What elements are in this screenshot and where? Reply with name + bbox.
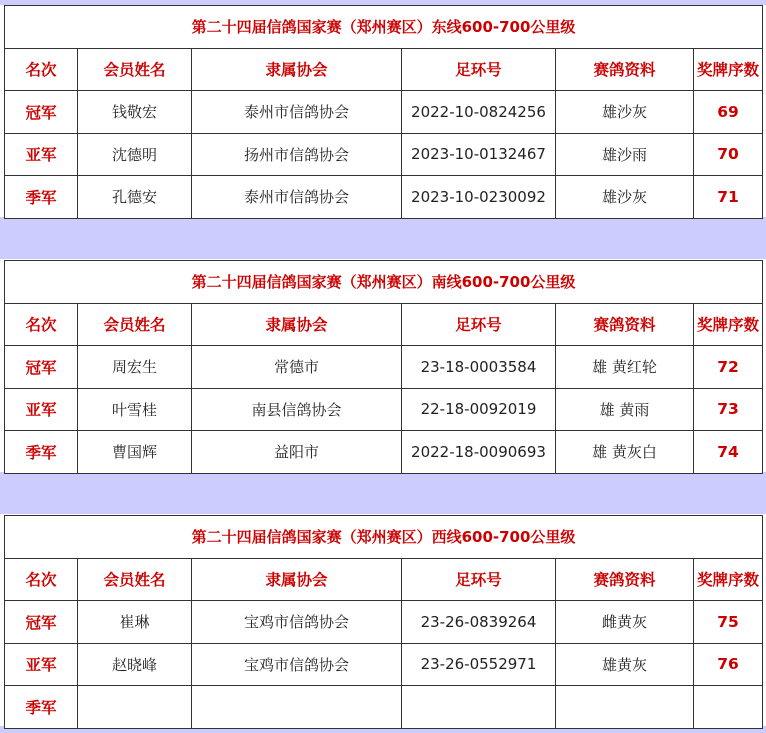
- header-rank: 名次: [5, 48, 78, 91]
- header-association: 隶属协会: [192, 303, 402, 346]
- pigeon-info-cell: 雌黄灰: [556, 601, 694, 644]
- member-name-cell: 赵晓峰: [78, 643, 192, 686]
- association-cell: 泰州市信鸽协会: [192, 176, 402, 219]
- section-title: 第二十四届信鸽国家赛（郑州赛区）南线600-700公里级: [5, 261, 763, 304]
- header-member-name: 会员姓名: [78, 48, 192, 91]
- section-title-row: [5, 261, 763, 304]
- member-name-cell: 曹国辉: [78, 431, 192, 474]
- medal-number-cell: 76: [694, 643, 763, 686]
- band-strip-2: [0, 472, 766, 514]
- header-row: [5, 303, 763, 346]
- rank-cell: 冠军: [5, 601, 78, 644]
- header-pigeon-info: 赛鸽资料: [556, 48, 694, 91]
- pigeon-info-cell: 雄黄灰: [556, 643, 694, 686]
- rank-cell: 冠军: [5, 91, 78, 134]
- member-name-cell: 叶雪桂: [78, 388, 192, 431]
- member-name-cell: 周宏生: [78, 346, 192, 389]
- medal-number-cell: 69: [694, 91, 763, 134]
- table-row: [5, 601, 763, 644]
- header-row: [5, 558, 763, 601]
- section-title-row: [5, 6, 763, 49]
- member-name-cell: 崔琳: [78, 601, 192, 644]
- rank-cell: 季军: [5, 686, 78, 729]
- header-medal-number: 奖牌序数: [694, 303, 763, 346]
- band-strip-1: [0, 217, 766, 259]
- pigeon-info-cell: 雄沙灰: [556, 91, 694, 134]
- member-name-cell: 沈德明: [78, 133, 192, 176]
- pigeon-info-cell: [556, 686, 694, 729]
- ring-number-cell: 2022-18-0090693: [402, 431, 556, 474]
- table-row: [5, 431, 763, 474]
- pigeon-info-cell: 雄 黄雨: [556, 388, 694, 431]
- medal-number-cell: 70: [694, 133, 763, 176]
- header-ring-number: 足环号: [402, 303, 556, 346]
- ring-number-cell: 23-18-0003584: [402, 346, 556, 389]
- pigeon-info-cell: 雄 黄灰白: [556, 431, 694, 474]
- medal-number-cell: 74: [694, 431, 763, 474]
- rank-cell: 季军: [5, 431, 78, 474]
- member-name-cell: [78, 686, 192, 729]
- section-title-row: [5, 516, 763, 559]
- table-row: [5, 388, 763, 431]
- rank-cell: 亚军: [5, 643, 78, 686]
- ring-number-cell: 2023-10-0132467: [402, 133, 556, 176]
- ring-number-cell: 23-26-0839264: [402, 601, 556, 644]
- ring-number-cell: 23-26-0552971: [402, 643, 556, 686]
- rank-cell: 亚军: [5, 133, 78, 176]
- results-table-west: [4, 515, 763, 729]
- association-cell: 常德市: [192, 346, 402, 389]
- table-row: [5, 176, 763, 219]
- association-cell: 宝鸡市信鸽协会: [192, 643, 402, 686]
- medal-number-cell: 71: [694, 176, 763, 219]
- section-title: 第二十四届信鸽国家赛（郑州赛区）东线600-700公里级: [5, 6, 763, 49]
- association-cell: 宝鸡市信鸽协会: [192, 601, 402, 644]
- medal-number-cell: 75: [694, 601, 763, 644]
- rank-cell: 亚军: [5, 388, 78, 431]
- section-title: 第二十四届信鸽国家赛（郑州赛区）西线600-700公里级: [5, 516, 763, 559]
- header-rank: 名次: [5, 303, 78, 346]
- rank-cell: 季军: [5, 176, 78, 219]
- pigeon-info-cell: 雄 黄红轮: [556, 346, 694, 389]
- association-cell: [192, 686, 402, 729]
- header-ring-number: 足环号: [402, 48, 556, 91]
- results-table-south: [4, 260, 763, 474]
- pigeon-info-cell: 雄沙雨: [556, 133, 694, 176]
- table-row: [5, 643, 763, 686]
- table-row: [5, 686, 763, 729]
- association-cell: 扬州市信鸽协会: [192, 133, 402, 176]
- table-row: [5, 133, 763, 176]
- header-pigeon-info: 赛鸽资料: [556, 558, 694, 601]
- ring-number-cell: [402, 686, 556, 729]
- header-row: [5, 48, 763, 91]
- table-row: [5, 91, 763, 134]
- table-row: [5, 346, 763, 389]
- pigeon-info-cell: 雄沙灰: [556, 176, 694, 219]
- ring-number-cell: 22-18-0092019: [402, 388, 556, 431]
- rank-cell: 冠军: [5, 346, 78, 389]
- member-name-cell: 孔德安: [78, 176, 192, 219]
- header-association: 隶属协会: [192, 558, 402, 601]
- association-cell: 泰州市信鸽协会: [192, 91, 402, 134]
- medal-number-cell: 72: [694, 346, 763, 389]
- header-member-name: 会员姓名: [78, 303, 192, 346]
- results-table-east: [4, 5, 763, 219]
- ring-number-cell: 2022-10-0824256: [402, 91, 556, 134]
- header-pigeon-info: 赛鸽资料: [556, 303, 694, 346]
- association-cell: 益阳市: [192, 431, 402, 474]
- header-medal-number: 奖牌序数: [694, 48, 763, 91]
- medal-number-cell: 73: [694, 388, 763, 431]
- association-cell: 南县信鸽协会: [192, 388, 402, 431]
- header-member-name: 会员姓名: [78, 558, 192, 601]
- medal-number-cell: [694, 686, 763, 729]
- header-medal-number: 奖牌序数: [694, 558, 763, 601]
- ring-number-cell: 2023-10-0230092: [402, 176, 556, 219]
- header-rank: 名次: [5, 558, 78, 601]
- header-association: 隶属协会: [192, 48, 402, 91]
- header-ring-number: 足环号: [402, 558, 556, 601]
- member-name-cell: 钱敬宏: [78, 91, 192, 134]
